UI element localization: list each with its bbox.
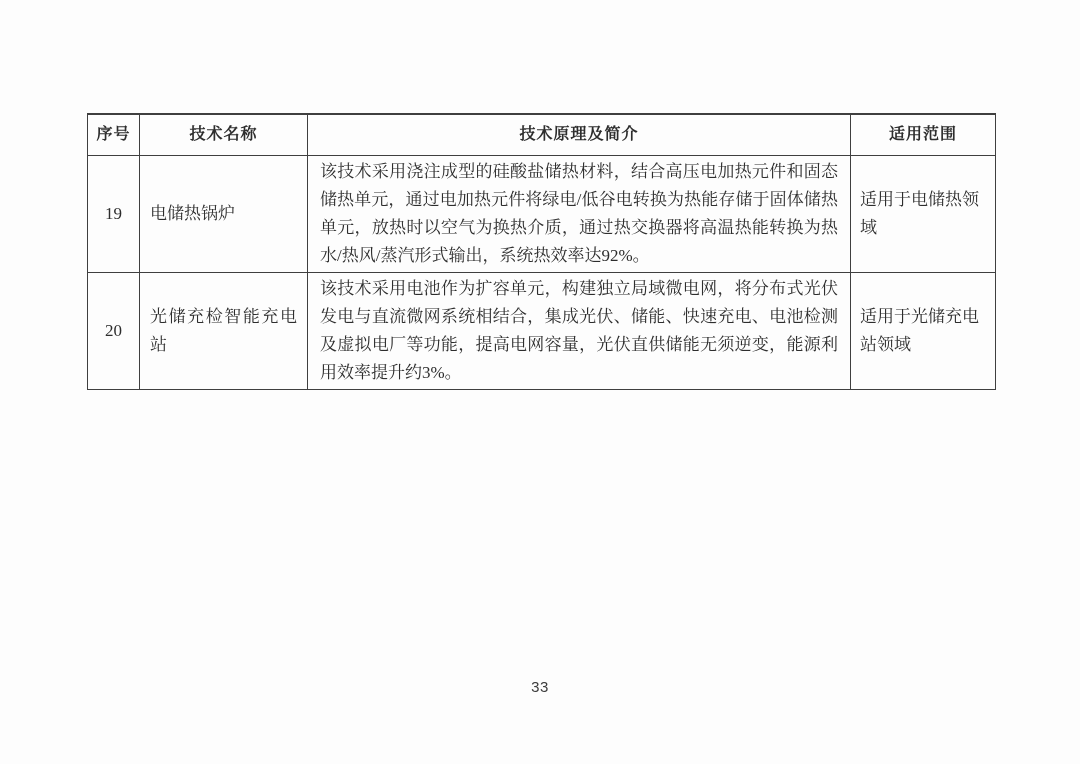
row-number-cell: 20: [88, 272, 140, 389]
scope-cell: 适用于光储充电站领域: [851, 272, 996, 389]
header-serial-number: 序号: [88, 114, 140, 155]
table-header-row: [88, 114, 996, 155]
header-applicable-scope: 适用范围: [851, 114, 996, 155]
description-cell: 该技术采用浇注成型的硅酸盐储热材料，结合高压电加热元件和固态储热单元，通过电加热元件将绿电/低谷电转换为热能存储于固体储热单元，放热时以空气为换热介质，通过热交换器将高温热能转换为热水/热风/蒸汽形式输出，系统热效率达92%。: [308, 155, 851, 272]
technology-table: [87, 113, 996, 390]
header-principle-intro: 技术原理及简介: [308, 114, 851, 155]
tech-name-cell: 光储充检智能充电站: [140, 272, 308, 389]
header-technology-name: 技术名称: [140, 114, 308, 155]
description-cell: 该技术采用电池作为扩容单元，构建独立局域微电网，将分布式光伏发电与直流微网系统相结合，集成光伏、储能、快速充电、电池检测及虚拟电厂等功能，提高电网容量，光伏直供储能无须逆变，能源利用效率提升约3%。: [308, 272, 851, 389]
tech-name-cell: 电储热锅炉: [140, 155, 308, 272]
page-number: 33: [531, 679, 549, 696]
row-number-cell: 19: [88, 155, 140, 272]
table-row: [88, 272, 996, 389]
scope-cell: 适用于电储热领域: [851, 155, 996, 272]
table-row: [88, 155, 996, 272]
